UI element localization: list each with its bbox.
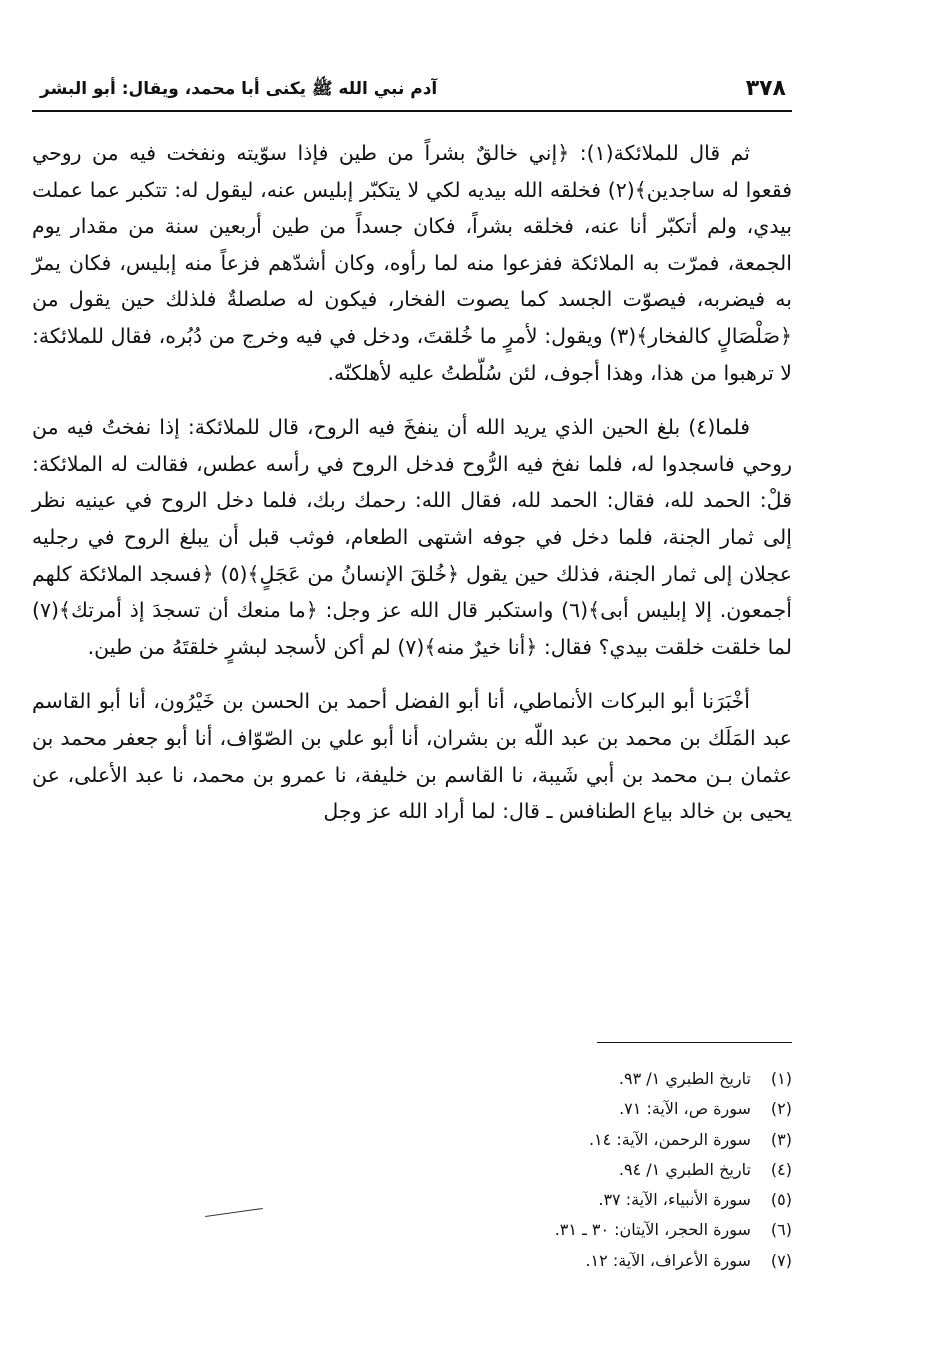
footnote-text: تاريخ الطبري ١/ ٩٣. (618, 1069, 751, 1088)
footnote-number: (٣) (770, 1129, 792, 1149)
footnote-item (462, 1155, 792, 1185)
footnote-number: (٧) (770, 1250, 792, 1270)
footnote-number: (٦) (770, 1220, 792, 1240)
footnote-text: سورة الرحمن، الآية: ١٤. (588, 1129, 751, 1149)
footnote-item (462, 1125, 792, 1155)
footnote-number: (١) (770, 1069, 792, 1088)
footnote-item (462, 1185, 792, 1215)
scan-mark (205, 1208, 263, 1217)
footnote-text: سورة الحجر، الآيتان: ٣٠ ـ ٣١. (554, 1220, 751, 1240)
body-text (32, 135, 792, 848)
footnote-number: (٤) (770, 1159, 792, 1179)
paragraph-2: فلما(٤) بلغ الحين الذي يريد الله أن ينفخَ فيه الروح، قال للملائكة: إذا نفختُ فيه من روحي فاسجدوا له، فلما نفخ فيه الرُّوح فدخل الروح في رأسه عطس، فقالت له الملائكة: قلْ: الحمد لله، فقال: الحمد لله، فقال الله: رحمك ربك، فلما دخل الروح في عينيه نظر إلى ثمار الجنة، فلما دخل في جوفه اشتهى الطعام، فوثب قبل أن يبلغ الروح في رجليه عجلان إلى ثمار الجنة، فذلك حين يقول ﴿خُلقَ الإنسانُ من عَجَلٍ﴾(٥) ﴿فسجد الملائكة كلهم أجمعون. إلا إبليس أبى﴾(٦) واستكبر قال الله عز وجل: ﴿ما منعك أن تسجدَ إذ أمرتك﴾(٧) لما خلقت خلقت بيدي؟ فقال: ﴿أنا خيرٌ منه﴾(٧) لم أكن لأسجد لبشرٍ خلقتَهُ من طين. (32, 415, 792, 659)
footnote-text: سورة ص، الآية: ٧١. (619, 1099, 751, 1119)
page-header (32, 72, 792, 112)
paragraph-1: ثم قال للملائكة(١): ﴿إني خالقٌ بشراً من طين فإذا سوّيته ونفخت فيه من روحي فقعوا له ساجدين﴾(٢) فخلقه الله بيديه لكي لا يتكبّر إبليس عنه، ليقول له: تتكبر عما عملت بيدي، ولم أتكبّر أنا عنه، فخلقه بشراً، فكان جسداً من طين أربعين سنة من مقدار يوم الجمعة، فمرّت به الملائكة ففزعوا منه لما رأوه، وكان أشدّهم فزعاً منه إبليس، فكان يمرّ به فيضربه، فيصوّت الجسد كما يصوت الفخار، فيكون له صلصلةٌ فلذلك حين يقول من ﴿صَلْصَالٍ كالفخار﴾(٣) ويقول: لأمرٍ ما خُلقتَ، ودخل في فيه وخرج من دُبُره، فقال للملائكة: لا ترهبوا من هذا، وهذا أجوف، لئن سُلّطتُ عليه لأهلكنّه. (32, 141, 792, 385)
footnotes (462, 1064, 792, 1276)
running-head: آدم نبي الله ﷺ يكنى أبا محمد، ويقال: أبو البشر (40, 79, 438, 99)
footnote-item (462, 1064, 792, 1094)
footnote-number: (٢) (770, 1099, 792, 1119)
footnote-item (462, 1215, 792, 1245)
footnote-number: (٥) (770, 1190, 792, 1210)
paragraph-3: أخْبَرَنا أبو البركات الأنماطي، أنا أبو الفضل أحمد بن الحسن بن خَيْرُون، أنا أبو القاسم عبد المَلَك بن محمد بن عبد اللّه بن بشران، أنا أبو علي بن الصّوّاف، أنا أبو جعفر محمد بن عثمان بـن محمد بن أبي شَيبة، نا القاسم بن خليفة، نا عمرو بن محمد، نا عبد الأعلى، عن يحيى بن خالد بياع الطنافس ـ قال: لما أراد الله عز وجل (32, 689, 792, 824)
footnote-text: سورة الأنبياء، الآية: ٣٧. (598, 1190, 751, 1210)
footnote-separator (597, 1042, 792, 1043)
footnote-text: سورة الأعراف، الآية: ١٢. (585, 1250, 751, 1270)
footnote-item (462, 1094, 792, 1124)
page-number: ٣٧٨ (745, 76, 786, 101)
footnote-text: تاريخ الطبري ١/ ٩٤. (618, 1159, 751, 1179)
footnote-item (462, 1246, 792, 1276)
